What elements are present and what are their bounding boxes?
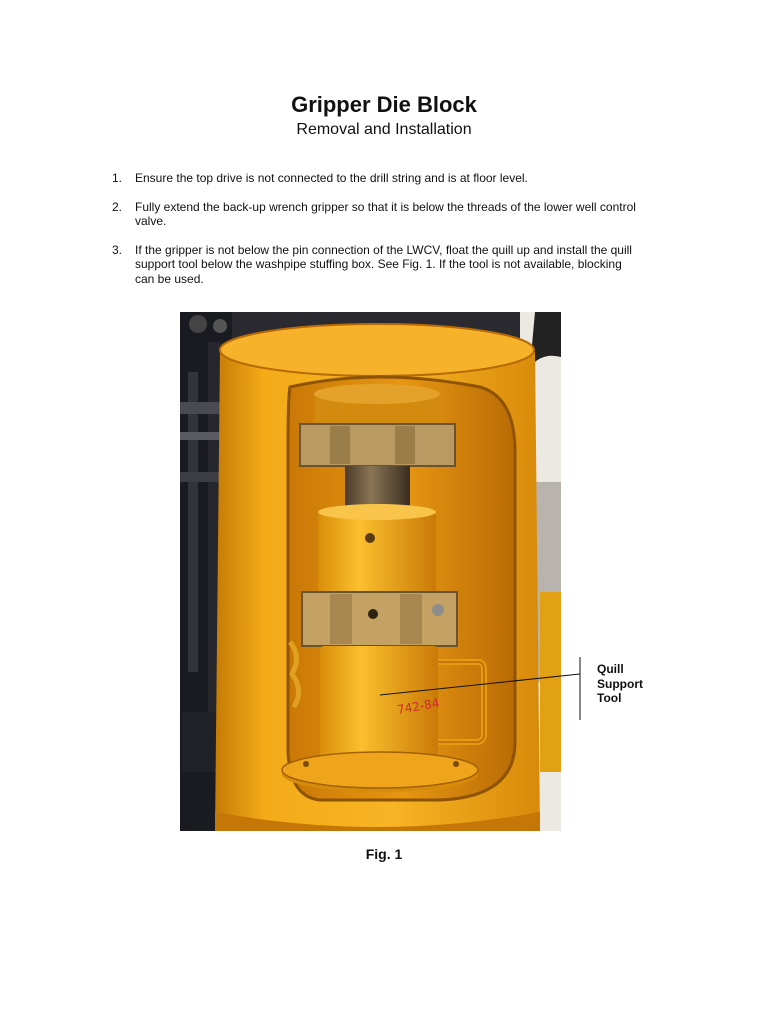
procedure-steps (112, 171, 642, 300)
procedure-step (112, 243, 642, 287)
callout-label (597, 662, 677, 706)
callout-line: Support (597, 676, 643, 691)
callout-line: Quill (597, 662, 624, 676)
step-number: 3. (112, 242, 123, 257)
callout-line: Tool (597, 691, 622, 705)
procedure-step (112, 200, 642, 229)
page-subtitle: Removal and Installation (296, 121, 472, 138)
figure-caption: Fig. 1 (365, 846, 403, 862)
procedure-step (112, 171, 642, 186)
step-number: 1. (112, 171, 123, 185)
page-title: Gripper Die Block (291, 92, 477, 117)
quill-support-tool-photo (180, 312, 561, 831)
step-number: 2. (112, 199, 123, 214)
tool-marking: 742-84 (396, 695, 441, 717)
step-text: Fully extend the back-up wrench gripper so that it is below the threads of the lower well control valve. (135, 199, 636, 228)
step-text: If the gripper is not below the pin connection of the LWCV, float the quill up and install the quill support tool below the washpipe stuffing box. See Fig. 1. If the tool is not available, blocking can be used. (135, 242, 632, 286)
step-text: Ensure the top drive is not connected to the drill string and is at floor level. (135, 171, 528, 185)
